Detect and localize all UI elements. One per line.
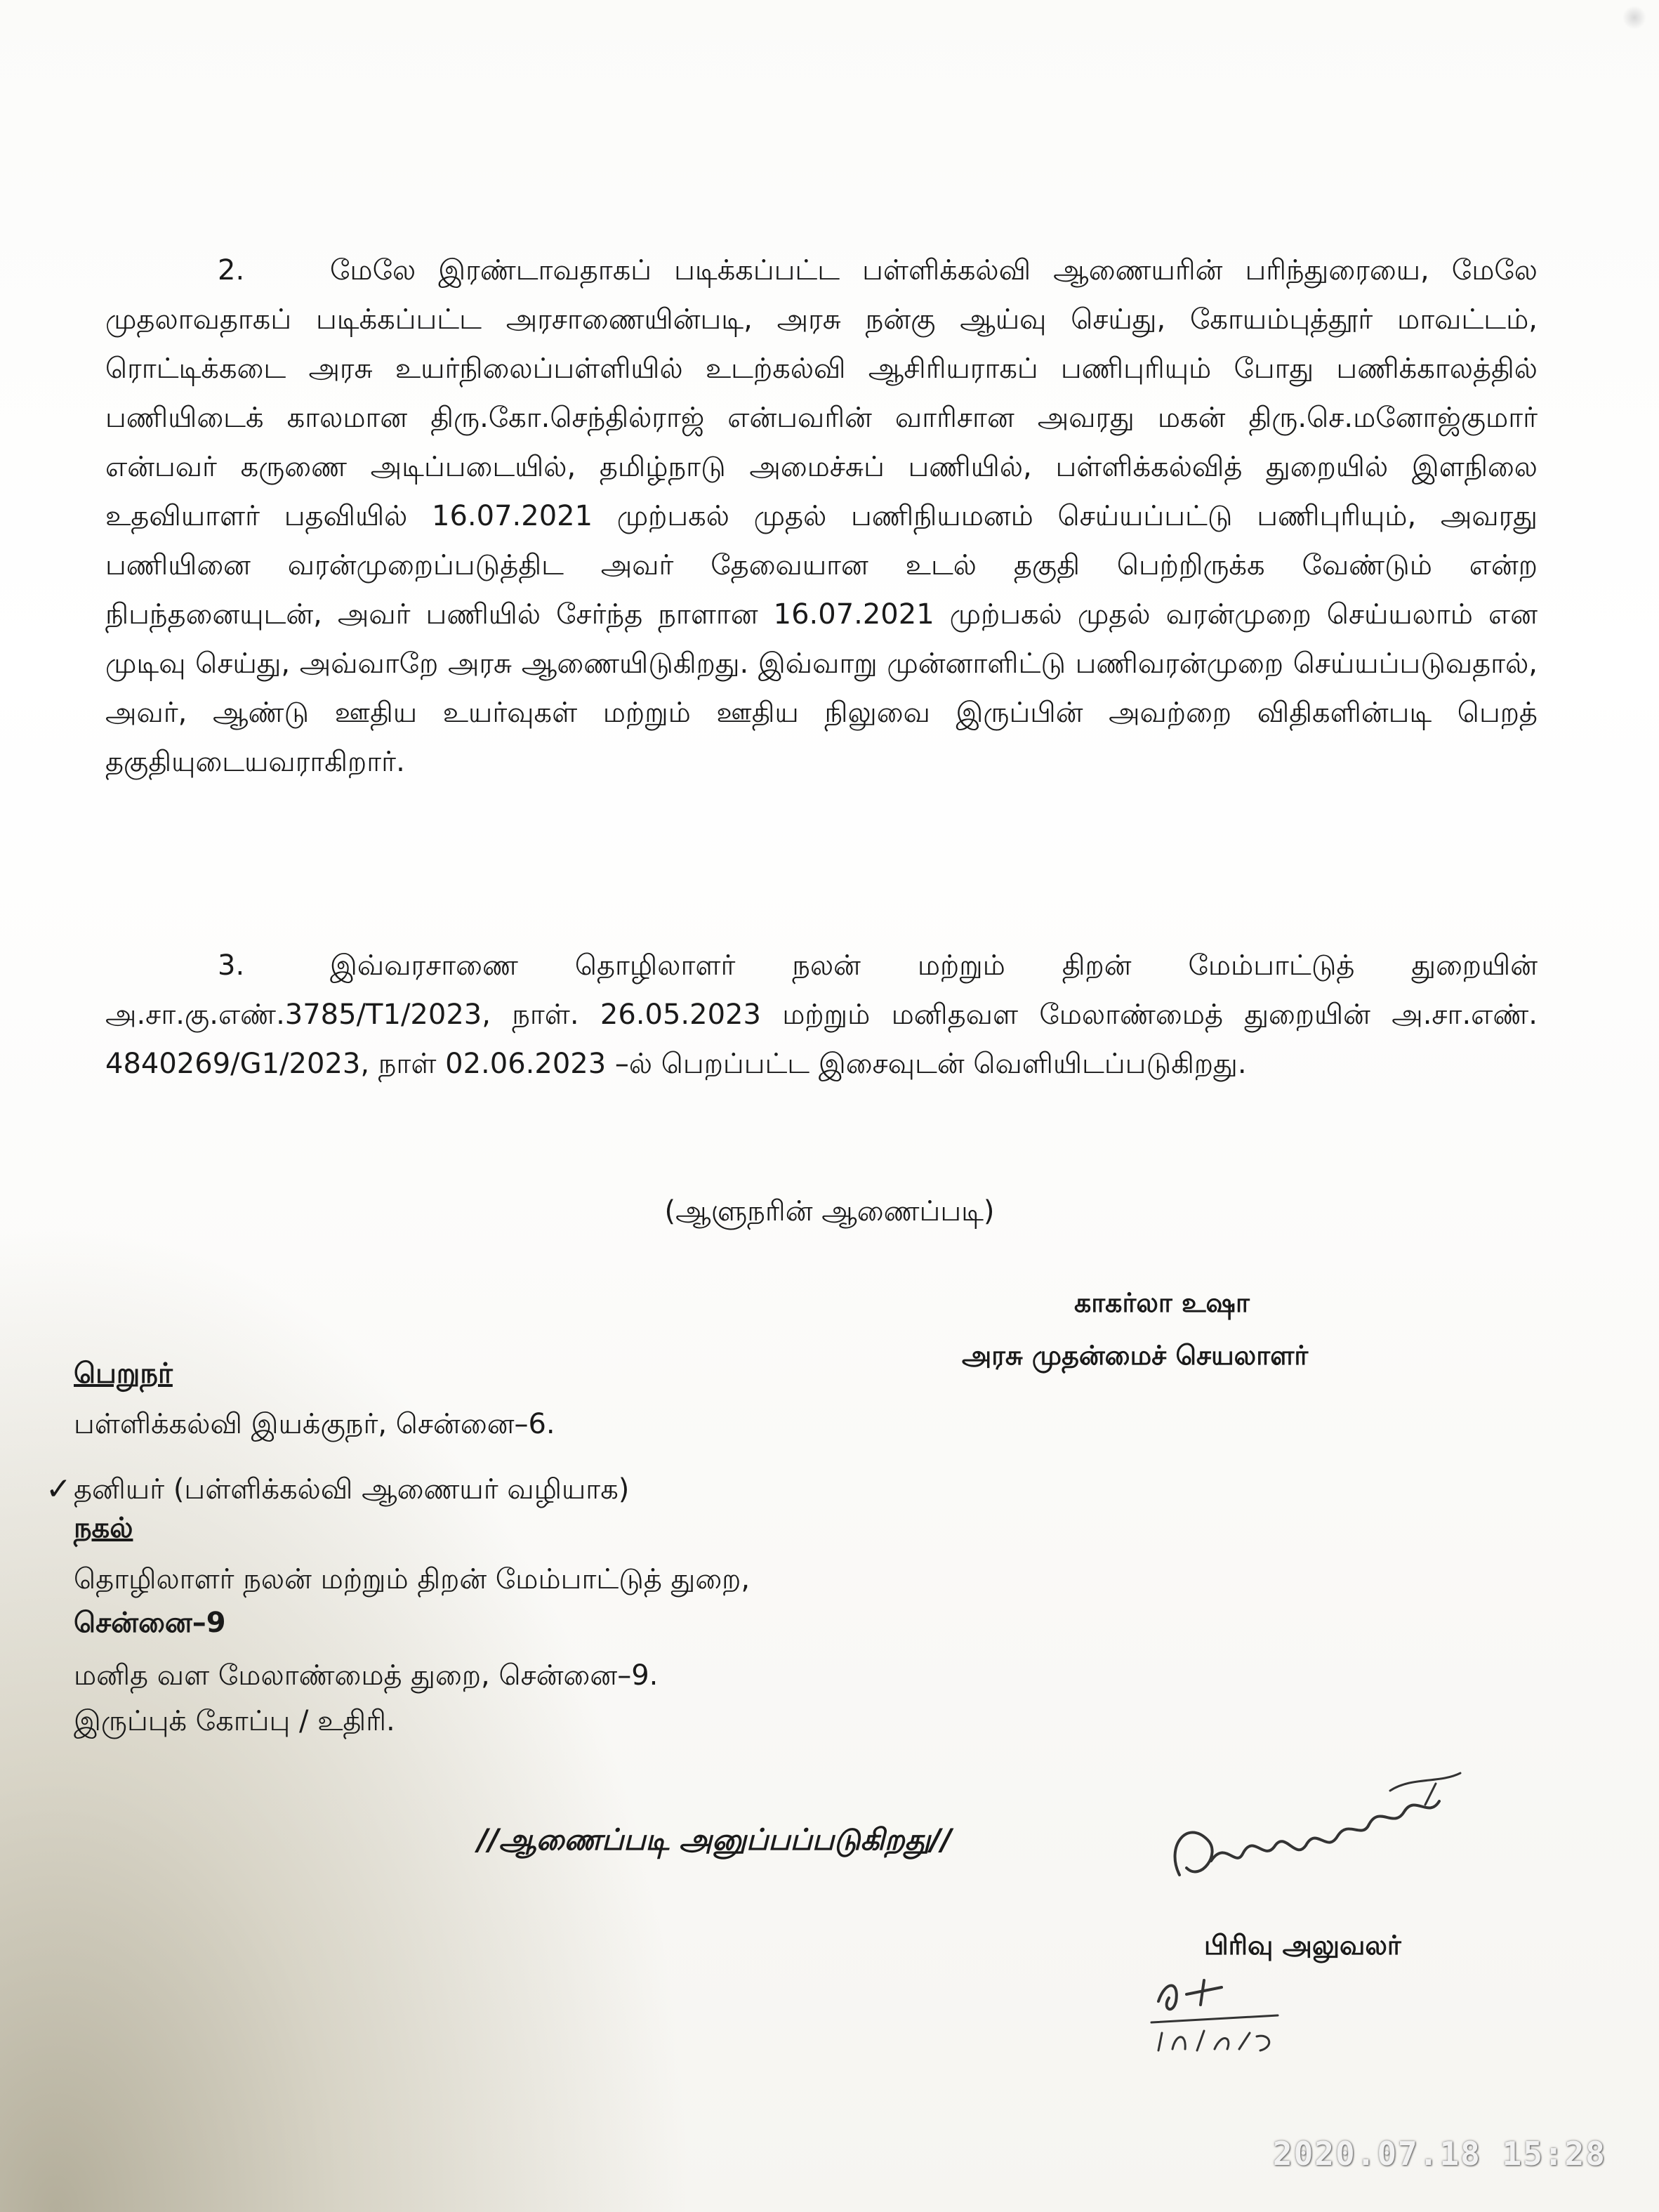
handwritten-signature (1158, 1763, 1495, 1917)
copy-to-item: தொழிலாளர் நலன் மற்றும் திறன் மேம்பாட்டுத் துறை, (74, 1563, 751, 1595)
paragraph-3-number: 3. (218, 949, 245, 982)
paragraph-3 (105, 941, 1538, 1088)
recipient-item: பள்ளிக்கல்வி இயக்குநர், சென்னை–6. (74, 1408, 555, 1440)
recipient-item: தனியர் (பள்ளிக்கல்வி ஆணையர் வழியாக) (74, 1473, 630, 1506)
handwritten-initials (1144, 1966, 1285, 2058)
recipients-heading: பெறுநர் (74, 1357, 173, 1390)
corner-smudge (1622, 6, 1646, 29)
section-officer-label: பிரிவு அலுவலர் (1204, 1930, 1401, 1961)
tick-mark: ✓ (46, 1471, 72, 1507)
photo-timestamp: 2020.07.18 15:28 (1272, 2135, 1606, 2173)
forwarding-note: //ஆணைப்படி அனுப்பப்படுகிறது// (477, 1822, 952, 1857)
copy-to-item: மனித வள மேலாண்மைத் துறை, சென்னை–9. (74, 1659, 659, 1692)
copy-to-item: இருப்புக் கோப்பு / உதிரி. (74, 1705, 395, 1737)
copy-to-heading: நகல் (74, 1512, 133, 1544)
paragraph-2-number: 2. (218, 254, 245, 287)
signatory-title: அரசு முதன்மைச் செயலாளர் (962, 1340, 1309, 1371)
governor-order-line: (ஆளுநரின் ஆணைப்படி) (664, 1195, 995, 1227)
paragraph-2 (105, 246, 1538, 786)
paragraph-3-text: இவ்வரசாணை தொழிலாளர் நலன் மற்றும் திறன் மேம்பாட்டுத் துறையின் அ.சா.கு.எண்.3785/T1/2023, நாள். 26.05.2023 மற்றும் மனிதவள மேலாண்மைத் துறையின் அ.சா.எண். 4840269/G1/2023, நாள் 02.06.2023 –ல் பெறப்பட்ட இசைவுடன் வெளியிடப்படுகிறது. (105, 949, 1538, 1080)
signatory-name: காகர்லா உஷா (1074, 1287, 1250, 1318)
paragraph-2-text: மேலே இரண்டாவதாகப் படிக்கப்பட்ட பள்ளிக்கல்வி ஆணையரின் பரிந்துரையை, மேலே முதலாவதாகப் படிக்கப்பட்ட அரசாணையின்படி, அரசு நன்கு ஆய்வு செய்து, கோயம்புத்தூர் மாவட்டம், ரொட்டிக்கடை அரசு உயர்நிலைப்பள்ளியில் உடற்கல்வி ஆசிரியராகப் பணிபுரியும் போது பணிக்காலத்தில் பணியிடைக் காலமான திரு.கோ.செந்தில்ராஜ் என்பவரின் வாரிசான அவரது மகன் திரு.செ.மனோஜ்குமார் என்பவர் கருணை அடிப்படையில், தமிழ்நாடு அமைச்சுப் பணியில், பள்ளிக்கல்வித் துறையில் இளநிலை உதவியாளர் பதவியில் 16.07.2021 முற்பகல் முதல் பணிநியமனம் செய்யப்பட்டு பணிபுரியும், அவரது பணியினை வரன்முறைப்படுத்திட அவர் தேவையான உடல் தகுதி பெற்றிருக்க வேண்டும் என்ற நிபந்தனையுடன், அவர் பணியில் சேர்ந்த நாளான 16.07.2021 முற்பகல் முதல் வரன்முறை செய்யலாம் என முடிவு செய்து, அவ்வாறே அரசு ஆணையிடுகிறது. இவ்வாறு முன்னாளிட்டு பணிவரன்முறை செய்யப்படுவதால், அவர், ஆண்டு ஊதிய உயர்வுகள் மற்றும் ஊதிய நிலுவை இருப்பின் அவற்றை விதிகளின்படி பெறத் தகுதியுடையவராகிறார். (105, 254, 1538, 778)
copy-to-item: சென்னை–9 (74, 1607, 226, 1639)
